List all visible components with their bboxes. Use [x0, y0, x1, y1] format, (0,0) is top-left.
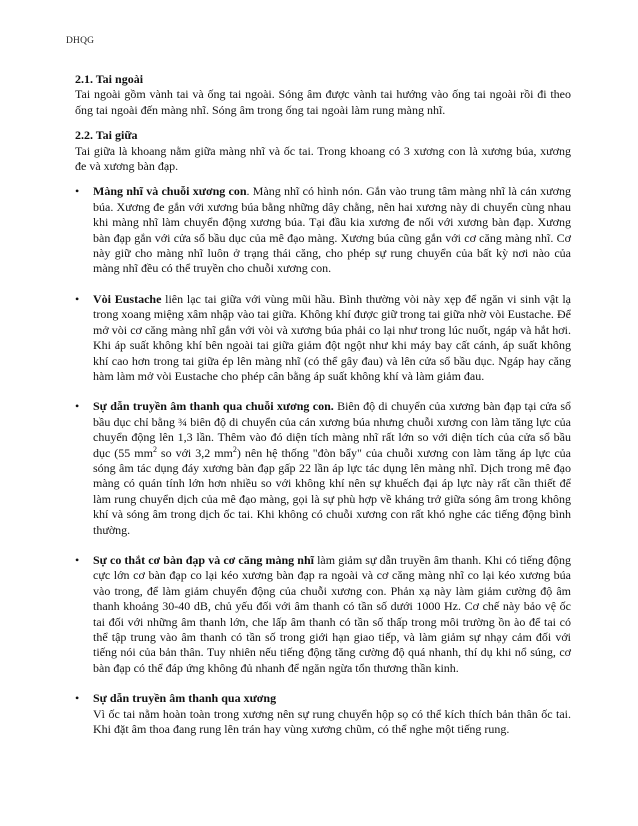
bullet-lead: Sự dẫn truyền âm thanh qua chuỗi xương con.	[93, 399, 334, 414]
bullet-lead: Sự co thắt cơ bàn đạp và cơ căng màng nhĩ	[93, 552, 314, 567]
section-body-tai-ngoai: Tai ngoài gồm vành tai và ống tai ngoài. Sóng âm được vành tai hướng vào ống tai ngoài rồi đi theo ống tai ngoài đến màng nhĩ. Sóng âm trong ống tai ngoài làm rung màng nhĩ.	[75, 87, 571, 117]
bullet-item-mang-nhi	[75, 184, 571, 276]
bullet-lead: Vòi Eustache	[93, 291, 162, 306]
bullet-item-co-that	[75, 553, 571, 676]
bullet-lead: Sự dẫn truyền âm thanh qua xương	[93, 691, 277, 706]
bullet-icon: •	[75, 552, 80, 567]
bullet-text: . Màng nhĩ có hình nón. Gắn vào trung tâm màng nhĩ là cán xương búa. Xương đe gắn với xương búa bằng những dây chằng, nên hai xương này di chuyển cùng nhau khi màng nhĩ làm chuyển động xương búa. Tại đầu kia xương đe nối với xương bàn đạp. Xương bàn đạp gắn với cửa sổ bầu dục của mê đạo màng. Xương búa cũng gắn với cơ căng màng nhĩ. Cơ này giữ cho màng nhĩ luôn ở trạng thái căng, cho phép sự rung chuyển của bất kỳ nơi nào của màng nhĩ đều có thể truyền cho chuỗi xương con.	[93, 184, 571, 276]
bullet-item-dan-truyen-qua-xuong	[75, 691, 571, 737]
bullet-text: ) nên hệ thống "đòn bẩy" của chuỗi xương con làm tăng áp lực của sóng âm tác dụng đáy xương bàn đạp gấp 22 lần áp lực tác dụng lên màng nhĩ. Dịch trong mê đạo màng có quán tính lớn hơn nhiều so với không khí nên sự khuếch đại áp lực này rất cần thiết để làm rung chuyển dịch của mê đạo màng, gọi là sự phù hợp về kháng trở giữa sóng âm trong không khí và sóng âm trong dịch ốc tai. Khi không có chuỗi xương con rất khó nghe các tiếng động bình thường.	[93, 445, 571, 537]
bullet-icon: •	[75, 291, 80, 306]
bullet-text: Biên độ di chuyển của xương bàn đạp tại cửa sổ bầu dục chỉ bằng ¾ biên độ di chuyển của cán xương búa nhưng chuỗi xương con làm tăng lực của chuyển động lên 1,3 lần. Thêm vào đó diện tích màng nhĩ rất lớn so với diện tích của cửa sổ bầu dục (55 mm	[93, 399, 572, 460]
bullet-item-dan-truyen-chuoi-xuong	[75, 399, 571, 538]
section-title-tai-giua: 2.2. Tai giữa	[75, 128, 138, 143]
page-header: DHQG	[66, 36, 95, 46]
bullet-text: làm giảm sự dẫn truyền âm thanh. Khi có tiếng động cực lớn cơ bàn đạp co lại kéo xương bàn đạp ra ngoài và cơ căng màng nhĩ co lại kéo xương búa vào trong, để làm giảm chuyển động của chuỗi xương con. Phản xạ này làm giảm cường độ âm thanh khoảng 30-40 dB, chủ yếu đối với âm thanh có tần số dưới 1000 Hz. Cơ chế này bảo vệ ốc tai đối với những âm thanh lớn, che lấp âm thanh có tần số thấp trong môi trường ồn ào để tai có thể tập trung vào âm thanh có tần số trong giới hạn giao tiếp, và làm giảm sự nhạy cảm đối với tiếng nói của bản thân. Tuy nhiên nếu tiếng động tăng cường độ quá nhanh, thí dụ khi nổ súng, cơ bàn đạp có thể đáp ứng không đủ nhanh để ngăn ngừa tổn thương thần kinh.	[93, 552, 571, 675]
bullet-lead: Màng nhĩ và chuỗi xương con	[93, 184, 247, 199]
bullet-text: Vì ốc tai nằm hoàn toàn trong xương nên sự rung chuyển hộp sọ có thể kích thích bản thân ốc tai. Khi đặt âm thoa đang rung lên trán hay vùng xương chũm, có thể nghe một tiếng rung.	[93, 706, 571, 737]
bullet-icon: •	[75, 184, 80, 199]
bullet-text: so với 3,2 mm	[156, 445, 233, 460]
bullet-text: liên lạc tai giữa với vùng mũi hầu. Bình thường vòi này xẹp để ngăn vi sinh vật lạ trong xoang miệng xâm nhập vào tai giữa. Không khí được giữ trong tai giữa nhờ vòi Eustache. Để mở vòi cơ căng màng nhĩ gắn với vòi và xương búa phải co lại như trong lúc nuốt, ngáp và hắt hơi. Khi áp suất không khí bên ngoài tai giữa giảm đột ngột như khi máy bay cất cánh, áp suất không khí cao hơn trong tai giữa ép lên màng nhĩ (có thể gây đau) và lên cửa sổ bầu dục. Ngáp hay căng hàm làm mở vòi Eustache cho phép cân bằng áp suất không khí và làm giảm đau.	[93, 291, 571, 383]
section-title-tai-ngoai: 2.1. Tai ngoài	[75, 72, 144, 86]
bullet-icon: •	[75, 399, 80, 414]
document-body	[75, 72, 571, 737]
bullet-item-voi-eustache	[75, 292, 571, 384]
superscript: 2	[152, 444, 157, 454]
superscript: 2	[232, 444, 237, 454]
bullet-icon: •	[75, 691, 80, 706]
section-body-tai-giua: Tai giữa là khoang nằm giữa màng nhĩ và ốc tai. Trong khoang có 3 xương con là xương búa, xương đe và xương bàn đạp.	[75, 143, 571, 174]
